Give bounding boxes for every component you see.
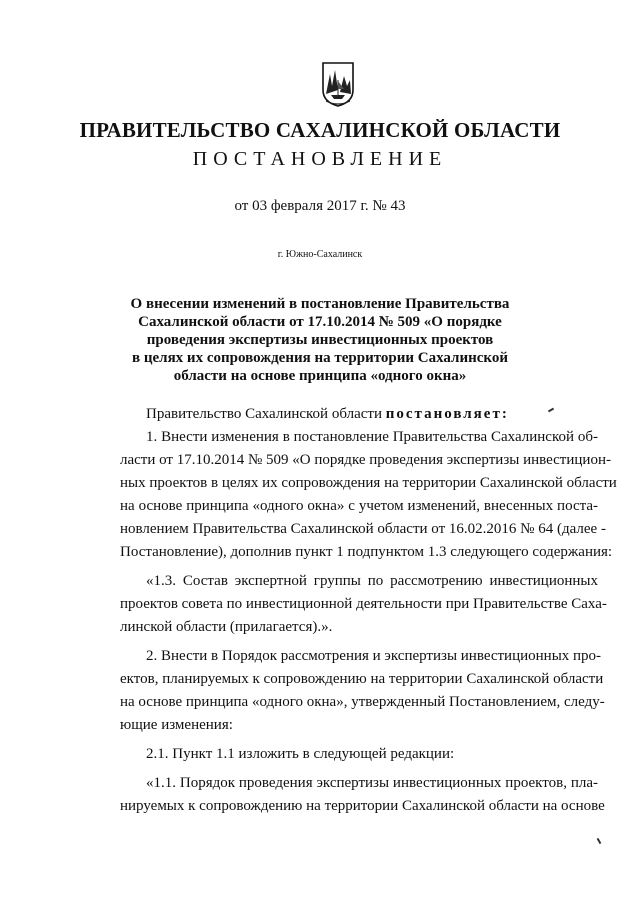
pen-mark — [597, 838, 602, 844]
paragraph-line: линской области (прилагается).». — [120, 619, 333, 635]
title-line: в целях их сопровождения на территории Сахалинской — [132, 350, 508, 366]
paragraph-1 — [120, 426, 617, 564]
paragraph-1-quote — [120, 570, 607, 639]
document-body — [120, 403, 617, 818]
title-line: проведения экспертизы инвестиционных проектов — [146, 332, 494, 348]
paragraph-line: ных проектов в целях их сопровождения на территории Сахалинской области — [120, 475, 617, 491]
paragraph-line: новлением Правительства Сахалинской области от 16.02.2016 № 64 (далее - — [120, 521, 606, 537]
intro-emphasis: постановляет: — [385, 406, 509, 422]
intro-paragraph — [120, 403, 598, 426]
paragraph-line: проектов совета по инвестиционной деятельности при Правительстве Саха- — [120, 596, 607, 612]
paragraph-2-1 — [120, 743, 598, 766]
sakhalin-coat-of-arms-icon — [320, 60, 356, 108]
document-type: ПОСТАНОВЛЕНИЕ — [192, 148, 448, 170]
paragraph-line: «1.1. Порядок проведения экспертизы инвестиционных проектов, пла- — [146, 775, 598, 791]
paragraph-line: Постановление), дополнив пункт 1 подпунктом 1.3 следующего содержания: — [120, 544, 613, 560]
document-date-number: от 03 февраля 2017 г. № 43 — [234, 198, 406, 214]
paragraph-2-1-quote — [120, 772, 605, 818]
paragraph-line: 2. Внести в Порядок рассмотрения и экспертизы инвестиционных про- — [146, 648, 602, 664]
document-title — [120, 295, 520, 385]
paragraph-line: нируемых к сопровождению на территории Сахалинской области на основе — [120, 798, 605, 814]
paragraph-line: 2.1. Пункт 1.1 изложить в следующей редакции: — [146, 746, 455, 762]
document-city: г. Южно-Сахалинск — [277, 249, 363, 260]
title-line: О внесении изменений в постановление Правительства — [130, 296, 510, 312]
paragraph-line: на основе принципа «одного окна» с учетом изменений, внесенных поста- — [120, 498, 598, 514]
title-line: Сахалинской области от 17.10.2014 № 509 «О порядке — [138, 314, 502, 330]
paragraph-line: ласти от 17.10.2014 № 509 «О порядке проведения экспертизы инвестицион- — [120, 452, 611, 468]
government-name: ПРАВИТЕЛЬСТВО САХАЛИНСКОЙ ОБЛАСТИ — [79, 118, 561, 142]
paragraph-line: «1.3. Состав экспертной группы по рассмотрению инвестиционных — [146, 573, 598, 589]
paragraph-line: ющие изменения: — [120, 717, 233, 733]
paragraph-2 — [120, 645, 605, 737]
paragraph-line: на основе принципа «одного окна», утвержденный Постановлением, следу- — [120, 694, 605, 710]
intro-text: Правительство Сахалинской области — [146, 406, 386, 422]
paragraph-line: ектов, планируемых к сопровождению на территории Сахалинской области — [120, 671, 604, 687]
title-line: области на основе принципа «одного окна» — [173, 368, 467, 384]
paragraph-line: 1. Внести изменения в постановление Правительства Сахалинской об- — [146, 429, 598, 445]
